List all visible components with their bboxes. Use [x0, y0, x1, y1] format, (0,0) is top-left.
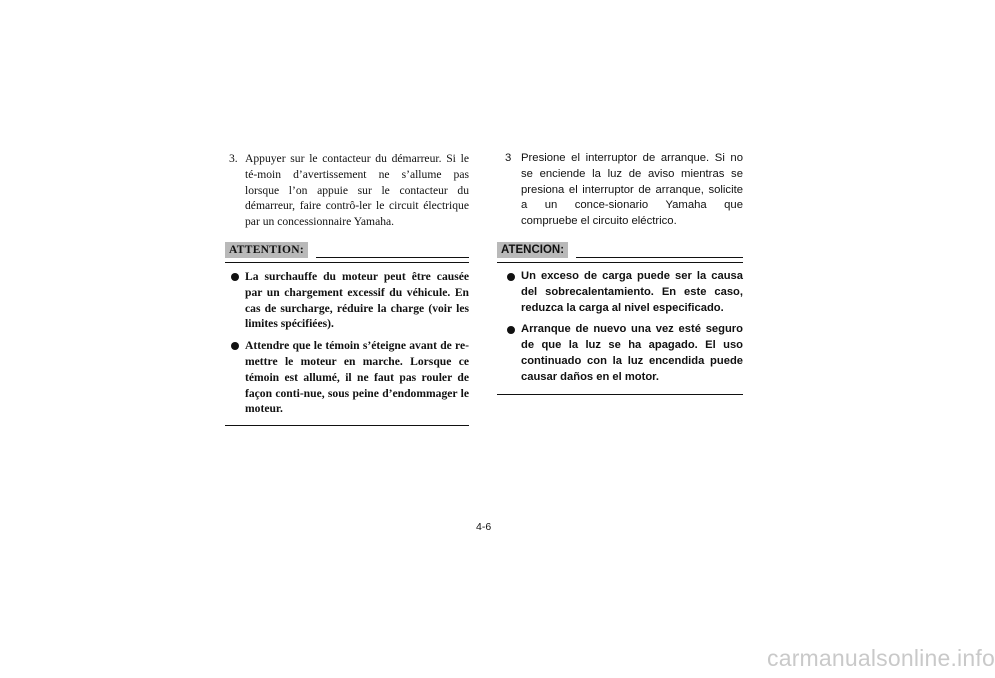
- warning-item-fr: [225, 269, 469, 332]
- warning-item-text: Attendre que le témoin s’éteigne avant de re-mettre le moteur en marche. Lorsque ce témoin est allumé, il ne faut pas rouler de façon conti-nue, sous peine d’endommager le moteur.: [245, 339, 469, 416]
- page-number: 4-6: [476, 521, 492, 533]
- bullet-dot-icon: [507, 326, 515, 334]
- step-number-es: 3: [505, 152, 512, 164]
- warning-item-text: Un exceso de carga puede ser la causa del sobrecalentamiento. En este caso, reduzca la carga al nivel especificado.: [521, 269, 743, 314]
- warning-header-fr: [225, 242, 469, 258]
- warning-top-rule-es: [497, 262, 743, 263]
- bullet-dot-icon: [507, 273, 515, 281]
- warning-item-text: Arranque de nuevo una vez esté seguro de que la luz se ha apagado. El uso continuado con la luz encendida puede causar daños en el motor.: [521, 323, 743, 383]
- step-text-fr: Appuyer sur le contacteur du démarreur. Si le té-moin d’avertissement ne s’allume pas lorsque l’on appuie sur le contacteur du démarreur, faire contrô-ler le circuit électrique par un concessionnaire Yamaha.: [245, 152, 469, 229]
- warning-item-es: [497, 322, 743, 385]
- french-column: [225, 151, 469, 426]
- instruction-step-es: [497, 151, 743, 230]
- warning-list-es: [497, 269, 743, 386]
- bullet-dot-icon: [231, 273, 239, 281]
- watermark: carmanualsonline.info: [767, 645, 995, 671]
- warning-header-line-es: [576, 257, 743, 258]
- warning-label-es: ATENCION:: [497, 242, 568, 258]
- warning-end-rule-fr: [225, 425, 469, 426]
- warning-end-rule-es: [497, 394, 743, 395]
- step-number-fr: 3.: [229, 152, 238, 165]
- spanish-column: [497, 151, 743, 395]
- warning-header-es: [497, 242, 743, 258]
- warning-item-fr: [225, 338, 469, 417]
- warning-list-fr: [225, 269, 469, 417]
- warning-item-text: La surchauffe du moteur peut être causée par un chargement excessif du véhicule. En cas de surcharge, réduire la charge (voir les limites spécifiées).: [245, 269, 469, 331]
- step-text-es: Presione el interruptor de arranque. Si no se enciende la luz de aviso mientras se presiona el interruptor de arranque, solicite a un conce-sionario Yamaha que compruebe el circuito eléctrico.: [521, 152, 743, 228]
- instruction-step-fr: [225, 151, 469, 230]
- bullet-dot-icon: [231, 342, 239, 350]
- warning-top-rule-fr: [225, 262, 469, 263]
- warning-header-line-fr: [316, 257, 469, 258]
- warning-item-es: [497, 269, 743, 316]
- warning-label-fr: ATTENTION:: [225, 242, 308, 258]
